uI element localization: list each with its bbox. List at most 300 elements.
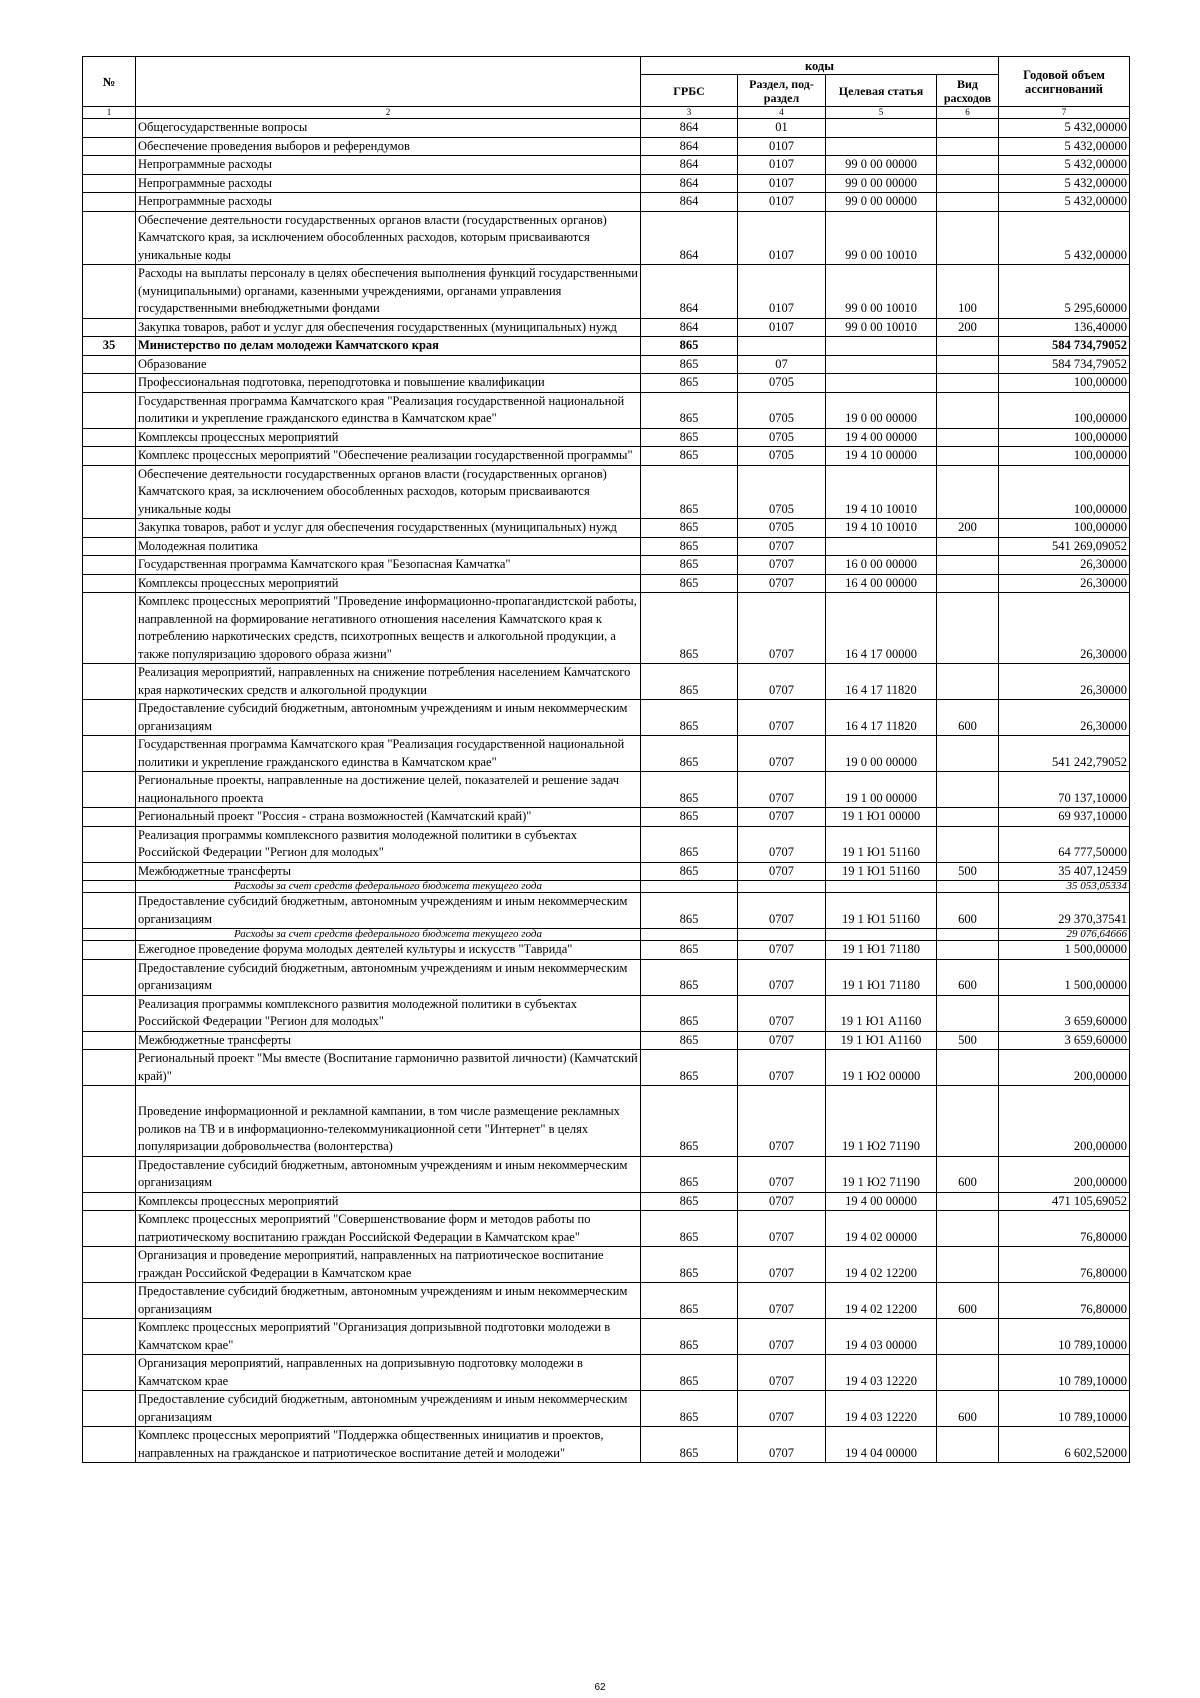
row-number	[83, 881, 136, 893]
row-grbs: 865	[641, 664, 738, 700]
document-page	[82, 56, 1129, 1463]
row-target: 19 1 Ю1 51160	[826, 826, 937, 862]
row-name: Расходы за счет средств федерального бюджета текущего года	[136, 929, 641, 941]
row-name: Профессиональная подготовка, переподготовка и повышение квалификации	[136, 374, 641, 393]
row-amount: 26,30000	[999, 593, 1130, 664]
column-number: 1	[83, 107, 136, 119]
row-amount: 64 777,50000	[999, 826, 1130, 862]
row-number	[83, 318, 136, 337]
table-row	[83, 593, 1130, 664]
row-razdel: 0705	[738, 374, 826, 393]
row-amount: 29 370,37541	[999, 893, 1130, 929]
row-name: Комплексы процессных мероприятий	[136, 574, 641, 593]
row-grbs: 865	[641, 1031, 738, 1050]
row-razdel: 0107	[738, 193, 826, 212]
row-razdel: 0707	[738, 808, 826, 827]
row-grbs: 865	[641, 893, 738, 929]
table-row	[83, 772, 1130, 808]
table-row	[83, 995, 1130, 1031]
row-vid	[937, 593, 999, 664]
table-row	[83, 392, 1130, 428]
row-vid	[937, 1355, 999, 1391]
row-number	[83, 374, 136, 393]
row-vid	[937, 374, 999, 393]
row-amount: 26,30000	[999, 574, 1130, 593]
row-grbs: 865	[641, 959, 738, 995]
row-name: Предоставление субсидий бюджетным, автономным учреждениям и иным некоммерческим организациям	[136, 1391, 641, 1427]
row-razdel: 0707	[738, 1355, 826, 1391]
row-amount: 200,00000	[999, 1050, 1130, 1086]
row-razdel: 0707	[738, 556, 826, 575]
row-name: Региональный проект "Россия - страна возможностей (Камчатский край)"	[136, 808, 641, 827]
row-grbs: 864	[641, 211, 738, 265]
row-grbs	[641, 881, 738, 893]
row-number	[83, 941, 136, 960]
row-grbs: 865	[641, 1391, 738, 1427]
table-row	[83, 1086, 1130, 1157]
row-number	[83, 808, 136, 827]
row-amount: 200,00000	[999, 1156, 1130, 1192]
row-target: 19 1 Ю2 00000	[826, 1050, 937, 1086]
row-name: Непрограммные расходы	[136, 174, 641, 193]
row-vid	[937, 137, 999, 156]
row-razdel: 0707	[738, 1192, 826, 1211]
row-amount: 26,30000	[999, 556, 1130, 575]
row-name: Реализация программы комплексного развития молодежной политики в субъектах Российской Федерации "Регион для молодых"	[136, 995, 641, 1031]
row-vid	[937, 664, 999, 700]
row-name: Общегосударственные вопросы	[136, 119, 641, 138]
row-grbs: 864	[641, 193, 738, 212]
row-name: Предоставление субсидий бюджетным, автономным учреждениям и иным некоммерческим организациям	[136, 1283, 641, 1319]
row-amount: 471 105,69052	[999, 1192, 1130, 1211]
column-number: 2	[136, 107, 641, 119]
row-amount: 76,80000	[999, 1283, 1130, 1319]
row-razdel: 0707	[738, 664, 826, 700]
table-row	[83, 1391, 1130, 1427]
row-number	[83, 772, 136, 808]
row-number	[83, 556, 136, 575]
row-target: 99 0 00 00000	[826, 193, 937, 212]
row-target	[826, 355, 937, 374]
row-name: Предоставление субсидий бюджетным, автономным учреждениям и иным некоммерческим организациям	[136, 959, 641, 995]
table-row	[83, 211, 1130, 265]
row-number	[83, 826, 136, 862]
row-razdel	[738, 337, 826, 356]
row-number	[83, 1319, 136, 1355]
row-razdel: 0707	[738, 1283, 826, 1319]
row-amount: 69 937,10000	[999, 808, 1130, 827]
row-grbs: 865	[641, 808, 738, 827]
row-vid: 200	[937, 318, 999, 337]
row-target: 19 1 Ю2 71190	[826, 1086, 937, 1157]
row-vid	[937, 556, 999, 575]
row-number	[83, 174, 136, 193]
row-vid: 600	[937, 893, 999, 929]
row-name: Образование	[136, 355, 641, 374]
row-number	[83, 465, 136, 519]
row-number	[83, 519, 136, 538]
row-number	[83, 1391, 136, 1427]
row-target: 16 4 17 11820	[826, 664, 937, 700]
row-target: 19 4 02 12200	[826, 1283, 937, 1319]
row-number	[83, 1355, 136, 1391]
row-amount: 136,40000	[999, 318, 1130, 337]
row-vid	[937, 465, 999, 519]
row-target	[826, 374, 937, 393]
row-name: Расходы на выплаты персоналу в целях обеспечения выполнения функций государственными (муниципальными) органами, казенными учреждениями, органами управления государственными внебюджетными фондами	[136, 265, 641, 319]
row-name: Обеспечение проведения выборов и референдумов	[136, 137, 641, 156]
row-grbs: 865	[641, 428, 738, 447]
row-name: Организация и проведение мероприятий, направленных на патриотическое воспитание граждан Российской Федерации в Камчатском крае	[136, 1247, 641, 1283]
row-razdel	[738, 929, 826, 941]
row-amount: 1 500,00000	[999, 959, 1130, 995]
row-amount: 3 659,60000	[999, 1031, 1130, 1050]
row-target: 19 0 00 00000	[826, 392, 937, 428]
row-vid: 600	[937, 1391, 999, 1427]
table-row	[83, 959, 1130, 995]
row-grbs: 865	[641, 392, 738, 428]
row-number	[83, 392, 136, 428]
row-amount: 5 432,00000	[999, 211, 1130, 265]
table-row	[83, 193, 1130, 212]
row-number	[83, 193, 136, 212]
row-amount: 5 432,00000	[999, 119, 1130, 138]
row-name: Непрограммные расходы	[136, 156, 641, 175]
row-name: Комплекс процессных мероприятий "Организация допризывной подготовки молодежи в Камчатском крае"	[136, 1319, 641, 1355]
row-grbs: 864	[641, 137, 738, 156]
row-grbs: 865	[641, 1050, 738, 1086]
table-row	[83, 519, 1130, 538]
row-amount: 100,00000	[999, 465, 1130, 519]
row-razdel: 0707	[738, 1156, 826, 1192]
row-grbs: 865	[641, 1211, 738, 1247]
row-amount: 1 500,00000	[999, 941, 1130, 960]
row-name: Государственная программа Камчатского края "Реализация государственной национальной политики и укрепление гражданского единства в Камчатском крае"	[136, 736, 641, 772]
row-amount: 5 432,00000	[999, 137, 1130, 156]
row-amount: 100,00000	[999, 374, 1130, 393]
row-target: 19 4 00 00000	[826, 428, 937, 447]
row-target: 16 4 00 00000	[826, 574, 937, 593]
row-number	[83, 862, 136, 881]
row-vid	[937, 1086, 999, 1157]
row-name: Закупка товаров, работ и услуг для обеспечения государственных (муниципальных) нужд	[136, 318, 641, 337]
row-target: 19 4 02 00000	[826, 1211, 937, 1247]
row-razdel: 0705	[738, 519, 826, 538]
table-row	[83, 447, 1130, 466]
row-number	[83, 211, 136, 265]
row-grbs: 865	[641, 1427, 738, 1463]
row-vid: 500	[937, 862, 999, 881]
table-row	[83, 119, 1130, 138]
row-amount: 26,30000	[999, 700, 1130, 736]
row-grbs: 865	[641, 941, 738, 960]
row-razdel: 0705	[738, 428, 826, 447]
row-target: 99 0 00 10010	[826, 318, 937, 337]
row-grbs: 865	[641, 1247, 738, 1283]
header-name	[136, 57, 641, 107]
row-vid	[937, 826, 999, 862]
row-vid	[937, 808, 999, 827]
row-target	[826, 119, 937, 138]
row-target: 19 4 10 10010	[826, 465, 937, 519]
row-grbs: 865	[641, 537, 738, 556]
row-razdel: 0705	[738, 447, 826, 466]
column-number: 5	[826, 107, 937, 119]
row-number	[83, 447, 136, 466]
header-amount: Годовой объем ассигнований	[999, 57, 1130, 107]
row-vid	[937, 174, 999, 193]
row-name: Комплекс процессных мероприятий "Проведение информационно-пропагандистской работы, направленной на формирование негативного отношения населения Камчатского края к потреблению наркотических средств, психотропных веществ и алкогольной продукции, а также популяризацию здорового образа жизни"	[136, 593, 641, 664]
row-vid	[937, 211, 999, 265]
row-number	[83, 1247, 136, 1283]
row-number	[83, 893, 136, 929]
row-grbs: 865	[641, 1319, 738, 1355]
table-row	[83, 1192, 1130, 1211]
table-row	[83, 318, 1130, 337]
table-row	[83, 1050, 1130, 1086]
row-razdel: 0107	[738, 265, 826, 319]
row-target	[826, 137, 937, 156]
row-number	[83, 593, 136, 664]
row-number	[83, 959, 136, 995]
row-number	[83, 736, 136, 772]
table-row	[83, 265, 1130, 319]
row-amount: 584 734,79052	[999, 355, 1130, 374]
row-vid	[937, 995, 999, 1031]
table-row	[83, 1031, 1130, 1050]
row-razdel: 0107	[738, 211, 826, 265]
row-razdel: 0107	[738, 137, 826, 156]
row-number	[83, 1031, 136, 1050]
row-target: 99 0 00 10010	[826, 211, 937, 265]
row-target: 19 1 Ю1 71180	[826, 941, 937, 960]
row-target: 19 1 Ю1 51160	[826, 893, 937, 929]
row-target: 16 4 17 11820	[826, 700, 937, 736]
row-razdel: 0707	[738, 1050, 826, 1086]
table-row	[83, 1211, 1130, 1247]
table-row	[83, 174, 1130, 193]
row-name: Комплекс процессных мероприятий "Поддержка общественных инициатив и проектов, направленных на гражданское и патриотическое воспитание детей и молодежи"	[136, 1427, 641, 1463]
column-number: 3	[641, 107, 738, 119]
row-grbs: 864	[641, 174, 738, 193]
row-grbs: 865	[641, 1355, 738, 1391]
row-razdel: 0707	[738, 1247, 826, 1283]
row-grbs: 865	[641, 465, 738, 519]
row-number	[83, 574, 136, 593]
column-number: 6	[937, 107, 999, 119]
page-number: 62	[594, 1682, 606, 1693]
row-name: Комплекс процессных мероприятий "Обеспечение реализации государственной программы"	[136, 447, 641, 466]
row-name: Обеспечение деятельности государственных органов власти (государственных органов) Камчатского края, за исключением обособленных расходов, которым присваиваются уникальные коды	[136, 465, 641, 519]
row-target: 16 0 00 00000	[826, 556, 937, 575]
budget-table	[82, 56, 1130, 1463]
row-number	[83, 1050, 136, 1086]
row-grbs: 865	[641, 593, 738, 664]
row-razdel: 0707	[738, 1211, 826, 1247]
row-target: 19 1 Ю1 51160	[826, 862, 937, 881]
row-razdel: 0707	[738, 1427, 826, 1463]
row-razdel: 0707	[738, 1391, 826, 1427]
row-razdel: 0707	[738, 862, 826, 881]
row-number	[83, 156, 136, 175]
row-razdel: 0707	[738, 959, 826, 995]
row-grbs: 865	[641, 700, 738, 736]
row-amount: 541 269,09052	[999, 537, 1130, 556]
row-razdel	[738, 881, 826, 893]
header-target: Целевая статья	[826, 75, 937, 107]
row-number: 35	[83, 337, 136, 356]
row-amount: 100,00000	[999, 428, 1130, 447]
table-row	[83, 700, 1130, 736]
row-grbs	[641, 929, 738, 941]
row-grbs: 865	[641, 826, 738, 862]
row-vid	[937, 1211, 999, 1247]
row-amount: 200,00000	[999, 1086, 1130, 1157]
column-number: 7	[999, 107, 1130, 119]
table-row	[83, 574, 1130, 593]
table-row	[83, 736, 1130, 772]
row-target: 19 4 04 00000	[826, 1427, 937, 1463]
row-vid	[937, 537, 999, 556]
row-amount: 10 789,10000	[999, 1391, 1130, 1427]
row-name: Реализация мероприятий, направленных на снижение потребления населением Камчатского края наркотических средств и алкогольной продукции	[136, 664, 641, 700]
row-target: 99 0 00 00000	[826, 156, 937, 175]
row-razdel: 0707	[738, 941, 826, 960]
row-razdel: 07	[738, 355, 826, 374]
table-row	[83, 1319, 1130, 1355]
row-number	[83, 664, 136, 700]
row-target	[826, 881, 937, 893]
row-name: Комплексы процессных мероприятий	[136, 1192, 641, 1211]
row-target: 99 0 00 00000	[826, 174, 937, 193]
table-row	[83, 465, 1130, 519]
row-razdel: 0707	[738, 893, 826, 929]
row-razdel: 0107	[738, 318, 826, 337]
row-name: Региональные проекты, направленные на достижение целей, показателей и решение задач национального проекта	[136, 772, 641, 808]
row-razdel: 0707	[738, 574, 826, 593]
row-amount: 5 432,00000	[999, 193, 1130, 212]
row-name: Молодежная политика	[136, 537, 641, 556]
row-name: Реализация программы комплексного развития молодежной политики в субъектах Российской Федерации "Регион для молодых"	[136, 826, 641, 862]
row-name: Предоставление субсидий бюджетным, автономным учреждениям и иным некоммерческим организациям	[136, 893, 641, 929]
row-number	[83, 929, 136, 941]
table-row	[83, 156, 1130, 175]
row-razdel: 01	[738, 119, 826, 138]
row-amount: 5 432,00000	[999, 156, 1130, 175]
row-vid: 500	[937, 1031, 999, 1050]
row-razdel: 0107	[738, 174, 826, 193]
row-amount: 35 407,12459	[999, 862, 1130, 881]
row-vid: 600	[937, 1283, 999, 1319]
row-grbs: 865	[641, 574, 738, 593]
row-grbs: 865	[641, 995, 738, 1031]
row-amount: 76,80000	[999, 1247, 1130, 1283]
row-grbs: 865	[641, 1086, 738, 1157]
table-row	[83, 337, 1130, 356]
row-razdel: 0707	[738, 1319, 826, 1355]
row-number	[83, 137, 136, 156]
row-name: Ежегодное проведение форума молодых деятелей культуры и искусств "Таврида"	[136, 941, 641, 960]
row-target: 19 1 Ю1 А1160	[826, 995, 937, 1031]
row-number	[83, 119, 136, 138]
row-vid: 600	[937, 1156, 999, 1192]
row-name: Комплексы процессных мероприятий	[136, 428, 641, 447]
table-row	[83, 355, 1130, 374]
table-row	[83, 862, 1130, 881]
table-row	[83, 1355, 1130, 1391]
header-no: №	[83, 57, 136, 107]
row-name: Проведение информационной и рекламной кампании, в том числе размещение рекламных роликов на ТВ и в информационно-телекоммуникационной сети "Интернет" в целях популяризации добровольчества (волонтерства)	[136, 1086, 641, 1157]
row-target: 19 4 03 00000	[826, 1319, 937, 1355]
header-grbs: ГРБС	[641, 75, 738, 107]
table-row	[83, 664, 1130, 700]
row-amount: 3 659,60000	[999, 995, 1130, 1031]
row-razdel: 0705	[738, 392, 826, 428]
row-grbs: 865	[641, 355, 738, 374]
row-target: 19 4 02 12200	[826, 1247, 937, 1283]
row-vid	[937, 1319, 999, 1355]
row-vid: 100	[937, 265, 999, 319]
row-razdel: 0707	[738, 537, 826, 556]
row-name: Предоставление субсидий бюджетным, автономным учреждениям и иным некоммерческим организациям	[136, 1156, 641, 1192]
table-row	[83, 826, 1130, 862]
table-row	[83, 1427, 1130, 1463]
row-number	[83, 1086, 136, 1157]
row-amount: 10 789,10000	[999, 1319, 1130, 1355]
row-name: Государственная программа Камчатского края "Безопасная Камчатка"	[136, 556, 641, 575]
row-name: Закупка товаров, работ и услуг для обеспечения государственных (муниципальных) нужд	[136, 519, 641, 538]
row-name: Межбюджетные трансферты	[136, 1031, 641, 1050]
table-row	[83, 808, 1130, 827]
row-vid	[937, 156, 999, 175]
table-row	[83, 537, 1130, 556]
row-vid	[937, 193, 999, 212]
row-target: 19 1 00 00000	[826, 772, 937, 808]
row-name: Межбюджетные трансферты	[136, 862, 641, 881]
row-target	[826, 337, 937, 356]
row-vid	[937, 392, 999, 428]
row-target	[826, 929, 937, 941]
row-target: 19 4 10 10010	[826, 519, 937, 538]
row-number	[83, 1192, 136, 1211]
row-target: 99 0 00 10010	[826, 265, 937, 319]
row-target: 19 1 Ю1 00000	[826, 808, 937, 827]
row-grbs: 865	[641, 1283, 738, 1319]
row-grbs: 864	[641, 265, 738, 319]
row-name: Комплекс процессных мероприятий "Совершенствование форм и методов работы по патриотическому воспитанию граждан Российской Федерации в Камчатском крае"	[136, 1211, 641, 1247]
header-razdel: Раздел, под-раздел	[738, 75, 826, 107]
row-vid: 600	[937, 700, 999, 736]
table-body	[83, 119, 1130, 1463]
row-amount: 29 076,64666	[999, 929, 1130, 941]
row-vid	[937, 1427, 999, 1463]
row-name: Региональный проект "Мы вместе (Воспитание гармонично развитой личности) (Камчатский край)"	[136, 1050, 641, 1086]
row-vid	[937, 1247, 999, 1283]
row-grbs: 864	[641, 156, 738, 175]
row-grbs: 865	[641, 1192, 738, 1211]
table-row	[83, 428, 1130, 447]
row-amount: 10 789,10000	[999, 1355, 1130, 1391]
row-vid	[937, 941, 999, 960]
row-amount: 100,00000	[999, 447, 1130, 466]
row-vid	[937, 447, 999, 466]
row-target: 16 4 17 00000	[826, 593, 937, 664]
row-number	[83, 265, 136, 319]
row-number	[83, 1156, 136, 1192]
row-number	[83, 1427, 136, 1463]
row-amount: 70 137,10000	[999, 772, 1130, 808]
row-name: Расходы за счет средств федерального бюджета текущего года	[136, 881, 641, 893]
